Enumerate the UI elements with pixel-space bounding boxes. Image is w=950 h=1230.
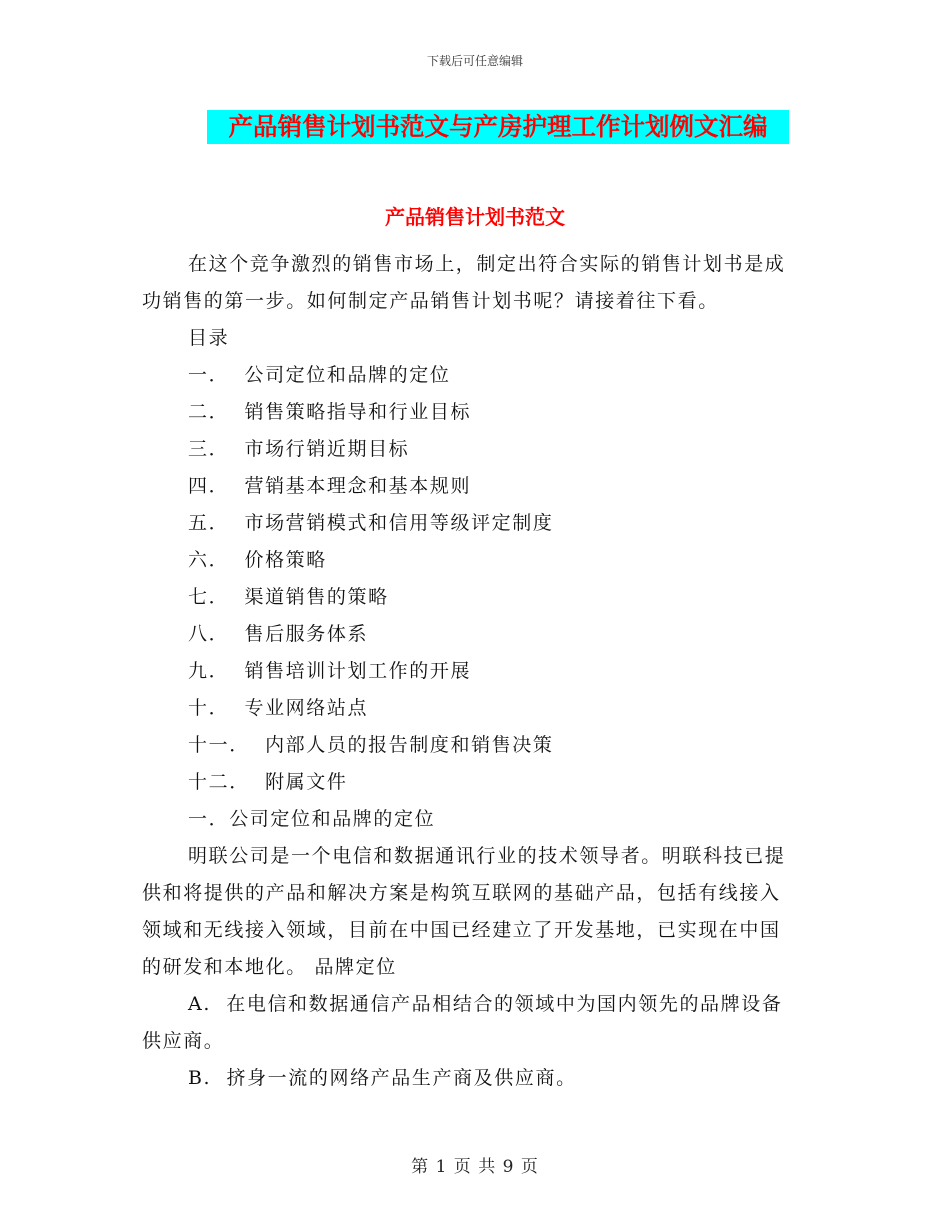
- section1-paragraph: 明联公司是一个电信和数据通讯行业的技术领导者。明联科技已提供和将提供的产品和解决方案是构筑互联网的基础产品，包括有线接入领域和无线接入领域，目前在中国已经建立了开发基地，已实现在中国的研发和本地化。 品牌定位: [142, 845, 786, 978]
- document-body: [142, 246, 800, 1097]
- section1-heading: 一．公司定位和品牌的定位: [188, 808, 436, 830]
- toc-label: 目录: [188, 327, 230, 349]
- toc-item-1: 一． 公司定位和品牌的定位: [188, 364, 451, 386]
- toc-item-7: 七． 渠道销售的策略: [188, 586, 389, 608]
- page-footer: 第 1 页 共 9 页: [411, 1157, 539, 1177]
- header-note: 下载后可任意编辑: [426, 54, 523, 68]
- toc-item-11: 十一． 内部人员的报告制度和销售决策: [188, 734, 554, 756]
- toc-item-6: 六． 价格策略: [188, 549, 327, 571]
- item-b-paragraph: B. 挤身一流的网络产品生产商及供应商。: [188, 1067, 577, 1089]
- intro-paragraph: 在这个竞争激烈的销售市场上，制定出符合实际的销售计划书是成功销售的第一步。如何制定产品销售计划书呢？请接着往下看。: [142, 253, 786, 312]
- toc-item-8: 八． 售后服务体系: [188, 623, 369, 645]
- toc-item-12: 十二． 附属文件: [188, 771, 348, 793]
- section-title: 产品销售计划书范文: [385, 205, 565, 229]
- main-title: 产品销售计划书范文与产房护理工作计划例文汇编: [207, 110, 789, 144]
- toc-item-2: 二． 销售策略指导和行业目标: [188, 401, 472, 423]
- toc-item-3: 三． 市场行销近期目标: [188, 438, 410, 460]
- toc-item-9: 九． 销售培训计划工作的开展: [188, 660, 472, 682]
- toc-item-10: 十． 专业网络站点: [188, 697, 369, 719]
- toc-item-4: 四． 营销基本理念和基本规则: [188, 475, 472, 497]
- toc-item-5: 五． 市场营销模式和信用等级评定制度: [188, 512, 554, 534]
- item-a-paragraph: A. 在电信和数据通信产品相结合的领域中为国内领先的品牌设备供应商。: [142, 993, 783, 1052]
